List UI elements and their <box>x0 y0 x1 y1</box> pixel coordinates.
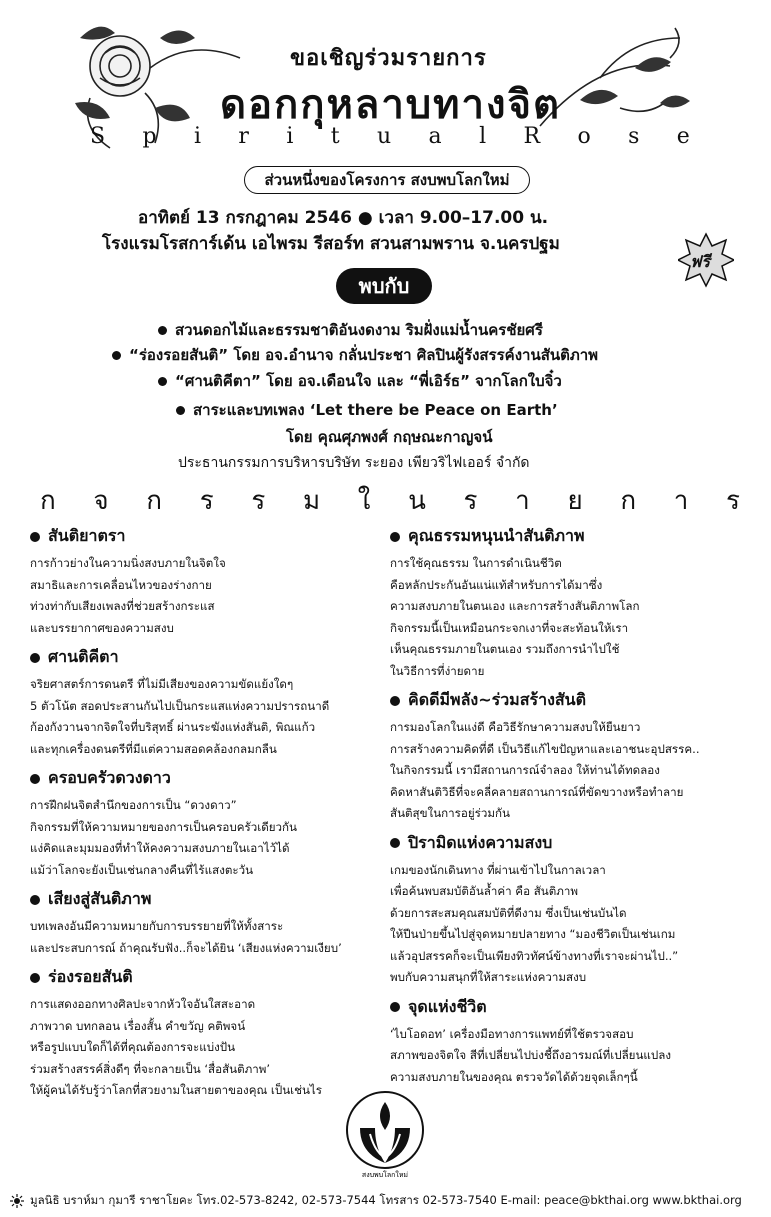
activity-line: การก้าวย่างในความนิ่งสงบภายในจิตใจ <box>30 556 226 570</box>
title-letter: o <box>577 124 591 149</box>
title-letter: a <box>428 124 442 149</box>
activity-section <box>30 766 385 881</box>
bullet-icon <box>30 973 40 983</box>
activity-line: การสร้างความคิดที่ดี เป็นวิธีแก้ไขปัญหาและเอาชนะอุปสรรค.. <box>390 741 700 756</box>
activity-title: ปิรามิดแห่งความสงบ <box>390 831 745 856</box>
activity-title: สันติยาตรา <box>30 524 385 549</box>
highlight-item <box>176 398 558 422</box>
invitation-line: ขอเชิญร่วมรายการ <box>290 45 487 71</box>
activity-section <box>390 831 745 989</box>
free-label: ฟรี <box>690 252 710 271</box>
activity-line: สภาพของจิตใจ สีที่เปลี่ยนไปบ่งชี้ถึงอารมณ์ที่เปลี่ยนแปลง <box>390 1048 671 1062</box>
activity-section <box>30 887 385 959</box>
heading-letter: ร <box>251 485 266 516</box>
activity-line: ร่วมสร้างสรรค์สิ่งดีๆ ที่จะกลายเป็น ‘สื่อสันติภาพ’ <box>30 1061 271 1076</box>
activity-line: แล้วอุปสรรคก็จะเป็นเพียงทิวทัศน์ข้างทางที่เราจะผ่านไป..” <box>390 948 679 963</box>
activity-line: กิจกรรมที่ให้ความหมายของการเป็นครอบครัวเดียวกัน <box>30 819 297 834</box>
bullet-icon <box>112 351 121 360</box>
event-date-time: อาทิตย์ 13 กรกฎาคม 2546 ● เวลา 9.00–17.00 น. <box>138 208 549 228</box>
activity-line: ในกิจกรรมนี้ เรามีสถานการณ์จำลอง ให้ท่านได้ทดลอง <box>390 763 660 777</box>
heading-letter: ก <box>40 485 56 516</box>
title-letter: i <box>193 124 201 149</box>
activity-section <box>30 645 385 760</box>
bullet-icon <box>390 532 400 542</box>
activity-line: สันติสุขในการอยู่ร่วมกัน <box>390 806 510 820</box>
speaker-position: ประธานกรรมการบริหารบริษัท ระยอง เพียวริไฟเออร์ จำกัด <box>178 455 530 471</box>
activity-title: จุดแห่งชีวิต <box>390 995 745 1020</box>
activity-line: แม้ว่าโลกจะยังเป็นเช่นกลางคืนที่ไร้แสงตะวัน <box>30 862 254 877</box>
foundation-emblem-icon <box>10 1194 24 1208</box>
title-letter: u <box>376 124 392 149</box>
activity-line: พบกับความสนุกที่ให้สาระแห่งความสงบ <box>390 970 587 984</box>
activity-line: หรือรูปแบบใดก็ได้ที่คุณต้องการจะแบ่งปัน <box>30 1040 236 1054</box>
activity-line: เกมของนักเดินทาง ที่ผ่านเข้าไปในกาลเวลา <box>390 862 606 877</box>
project-label: ส่วนหนึ่งของโครงการ สงบพบโลกใหม่ <box>244 166 530 194</box>
highlight-item <box>112 343 598 367</box>
title-letter: r <box>238 124 249 149</box>
activity-line: ท่วงท่ากับเสียงเพลงที่ช่วยสร้างกระแส <box>30 599 215 613</box>
activity-title: คิดดีมีพลัง~ร่วมสร้างสันติ <box>390 688 745 713</box>
activity-line: ความสงบภายในของคุณ ตรวจวัดได้ด้วยจุดเล็กๆนี้ <box>390 1069 638 1084</box>
logo-caption: สงบพบโลกใหม่ <box>361 1171 409 1179</box>
activity-line: และบรรยากาศของความสงบ <box>30 620 174 635</box>
activity-section <box>30 524 385 639</box>
activity-line: ก้องกังวานจากจิตใจที่บริสุทธิ์ ผ่านระฆังแห่งสันติ, พิณแก้ว <box>30 720 316 734</box>
title-letter: s <box>628 124 640 149</box>
bullet-icon <box>158 326 167 335</box>
heading-letter: ร <box>199 485 214 516</box>
title-letter: p <box>142 124 157 149</box>
activity-line: คิดหาสันติวิธีที่จะคลี่คลายสถานการณ์ที่ขัดขวางหรือทำลาย <box>390 784 684 799</box>
activity-line: 5 ตัวโน้ต สอดประสานกันไปเป็นกระแสแห่งความปรารถนาดี <box>30 698 330 713</box>
activity-line: ให้ปีนป่ายขึ้นไปสู่จุดหมายปลายทาง “มองชีวิตเป็นเช่นเกม <box>390 927 676 941</box>
activity-line: เพื่อค้นพบสมบัติอันล้ำค่า คือ สันติภาพ <box>390 884 579 898</box>
activity-line: จริยศาสตร์การดนตรี ที่ไม่มีเสียงของความขัดแย้งใดๆ <box>30 677 294 691</box>
activity-line: การมองโลกในแง่ดี คือวิธีรักษาความสงบให้ยืนยาว <box>390 720 641 734</box>
left-activity-column <box>30 524 385 1108</box>
heading-letter: ก <box>146 485 163 516</box>
activity-line: เห็นคุณธรรมภายในตนเอง รวมถึงการนำไปใช้ <box>390 642 620 656</box>
activity-line: แง่คิดและมุมมองที่ทำให้คงความสงบภายในเอาไว้ได้ <box>30 841 290 855</box>
activity-line: ให้ผู้คนได้รับรู้ว่าโลกที่สวยงามในสายตาของคุณ เป็นเช่นไร <box>30 1083 322 1097</box>
title-letter: R <box>523 124 541 149</box>
activity-line: การแสดงออกทางศิลปะจากหัวใจอันใสสะอาด <box>30 997 256 1011</box>
activity-section <box>390 688 745 825</box>
heading-letter: จ <box>93 485 109 516</box>
highlight-text: “ศานติคีตา” โดย อจ.เดือนใจ และ “พี่เอิร์ธ” จากโลกใบจิ๋ว <box>175 372 562 390</box>
bullet-icon <box>158 377 167 386</box>
activity-section <box>30 965 385 1102</box>
highlight-text: สาระและบทเพลง ‘Let there be Peace on Earth’ <box>193 401 558 419</box>
activity-title: เสียงสู่สันติภาพ <box>30 887 385 912</box>
activity-line: ด้วยการสะสมคุณสมบัติที่ดีงาม ซึ่งเป็นเช่นบันได <box>390 905 627 920</box>
meet-with-heading: พบกับ <box>336 268 432 304</box>
bullet-icon <box>30 653 40 663</box>
title-letter: l <box>479 124 487 149</box>
hands-flame-logo <box>340 1088 430 1180</box>
footer-text: มูลนิธิ บราห์มา กุมารี ราชาโยคะ โทร.02-573-8242, 02-573-7544 โทรสาร 02-573-7540 E-mail: peace@bkthai.org www.bkthai.org <box>30 1193 742 1207</box>
highlight-item <box>158 369 562 393</box>
activity-line: ภาพวาด บทกลอน เรื่องสั้น คำขวัญ คติพจน์ <box>30 1018 246 1033</box>
activity-line: และทุกเครื่องดนตรีที่มีแต่ความสอดคล้องกลมกลืน <box>30 741 277 756</box>
activity-line: ในวิธีการที่ง่ายดาย <box>390 663 485 678</box>
event-title-thai: ดอกกุหลาบทางจิต <box>220 81 561 128</box>
heading-letter: ร <box>463 485 478 516</box>
footer-contact <box>10 1192 765 1210</box>
bullet-icon <box>176 406 185 415</box>
heading-letter: น <box>408 485 426 516</box>
activity-title: ครอบครัวดวงดาว <box>30 766 385 791</box>
bullet-icon <box>30 532 40 542</box>
activity-line: การใช้คุณธรรม ในการดำเนินชีวิต <box>390 556 562 570</box>
bullet-icon <box>390 696 400 706</box>
activity-section <box>390 524 745 682</box>
heading-letter: า <box>515 485 530 516</box>
activity-line: ‘ไบโอดอท’ เครื่องมือทางการแพทย์ที่ใช้ตรวจสอบ <box>390 1026 634 1041</box>
heading-letter: ใ <box>357 485 371 516</box>
activity-line: และประสบการณ์ ถ้าคุณรับฟัง..ก็จะได้ยิน ‘เสียงแห่งความเงียบ’ <box>30 940 342 955</box>
event-venue: โรงแรมโรสการ์เด้น เอไพรม รีสอร์ท สวนสามพราน จ.นครปฐม <box>102 234 560 254</box>
activity-line: คือหลักประกันอันแน่แท้สำหรับการได้มาซึ่ง <box>390 577 603 592</box>
title-letter: i <box>286 124 294 149</box>
bullet-icon <box>30 895 40 905</box>
right-activity-column <box>390 524 745 1094</box>
highlight-text: “ร่องรอยสันติ” โดย อจ.อำนาจ กลั่นประชา ศิลปินผู้รังสรรค์งานสันติภาพ <box>129 346 599 364</box>
bullet-icon <box>390 838 400 848</box>
activity-title: คุณธรรมหนุนนำสันติภาพ <box>390 524 745 549</box>
heading-letter: ม <box>302 485 321 516</box>
heading-letter: า <box>673 485 689 516</box>
activity-line: กิจกรรมนี้เป็นเหมือนกระจกเงาที่จะสะท้อนให้เรา <box>390 620 629 635</box>
activity-line: การฝึกฝนจิตสำนึกของการเป็น “ดวงดาว” <box>30 798 237 812</box>
highlight-item <box>158 318 543 342</box>
bullet-icon <box>30 774 40 784</box>
activity-line: บทเพลงอันมีความหมายกับการบรรยายที่ให้ทั้งสาระ <box>30 919 284 933</box>
activities-heading <box>40 484 740 516</box>
activity-title: ร่องรอยสันติ <box>30 965 385 990</box>
activity-section <box>390 995 745 1089</box>
highlight-text: สวนดอกไม้และธรรมชาติอันงดงาม ริมฝั่งแม่น้ำนครชัยศรี <box>175 321 543 339</box>
speaker-line: โดย คุณศุภพงศ์ กฤษณะกาญจน์ <box>286 428 493 446</box>
title-letter: t <box>330 124 340 149</box>
heading-letter: ก <box>620 485 637 516</box>
event-title-english <box>90 124 690 149</box>
bullet-icon <box>390 1002 400 1012</box>
title-letter: S <box>90 124 106 149</box>
activity-line: สมาธิและการเคลื่อนไหวของร่างกาย <box>30 577 212 592</box>
heading-letter: ร <box>726 485 740 516</box>
activity-line: ความสงบภายในตนเอง และการสร้างสันติภาพโลก <box>390 599 640 613</box>
title-letter: e <box>676 124 690 149</box>
heading-letter: ย <box>567 485 583 516</box>
activity-title: ศานติคีตา <box>30 645 385 670</box>
